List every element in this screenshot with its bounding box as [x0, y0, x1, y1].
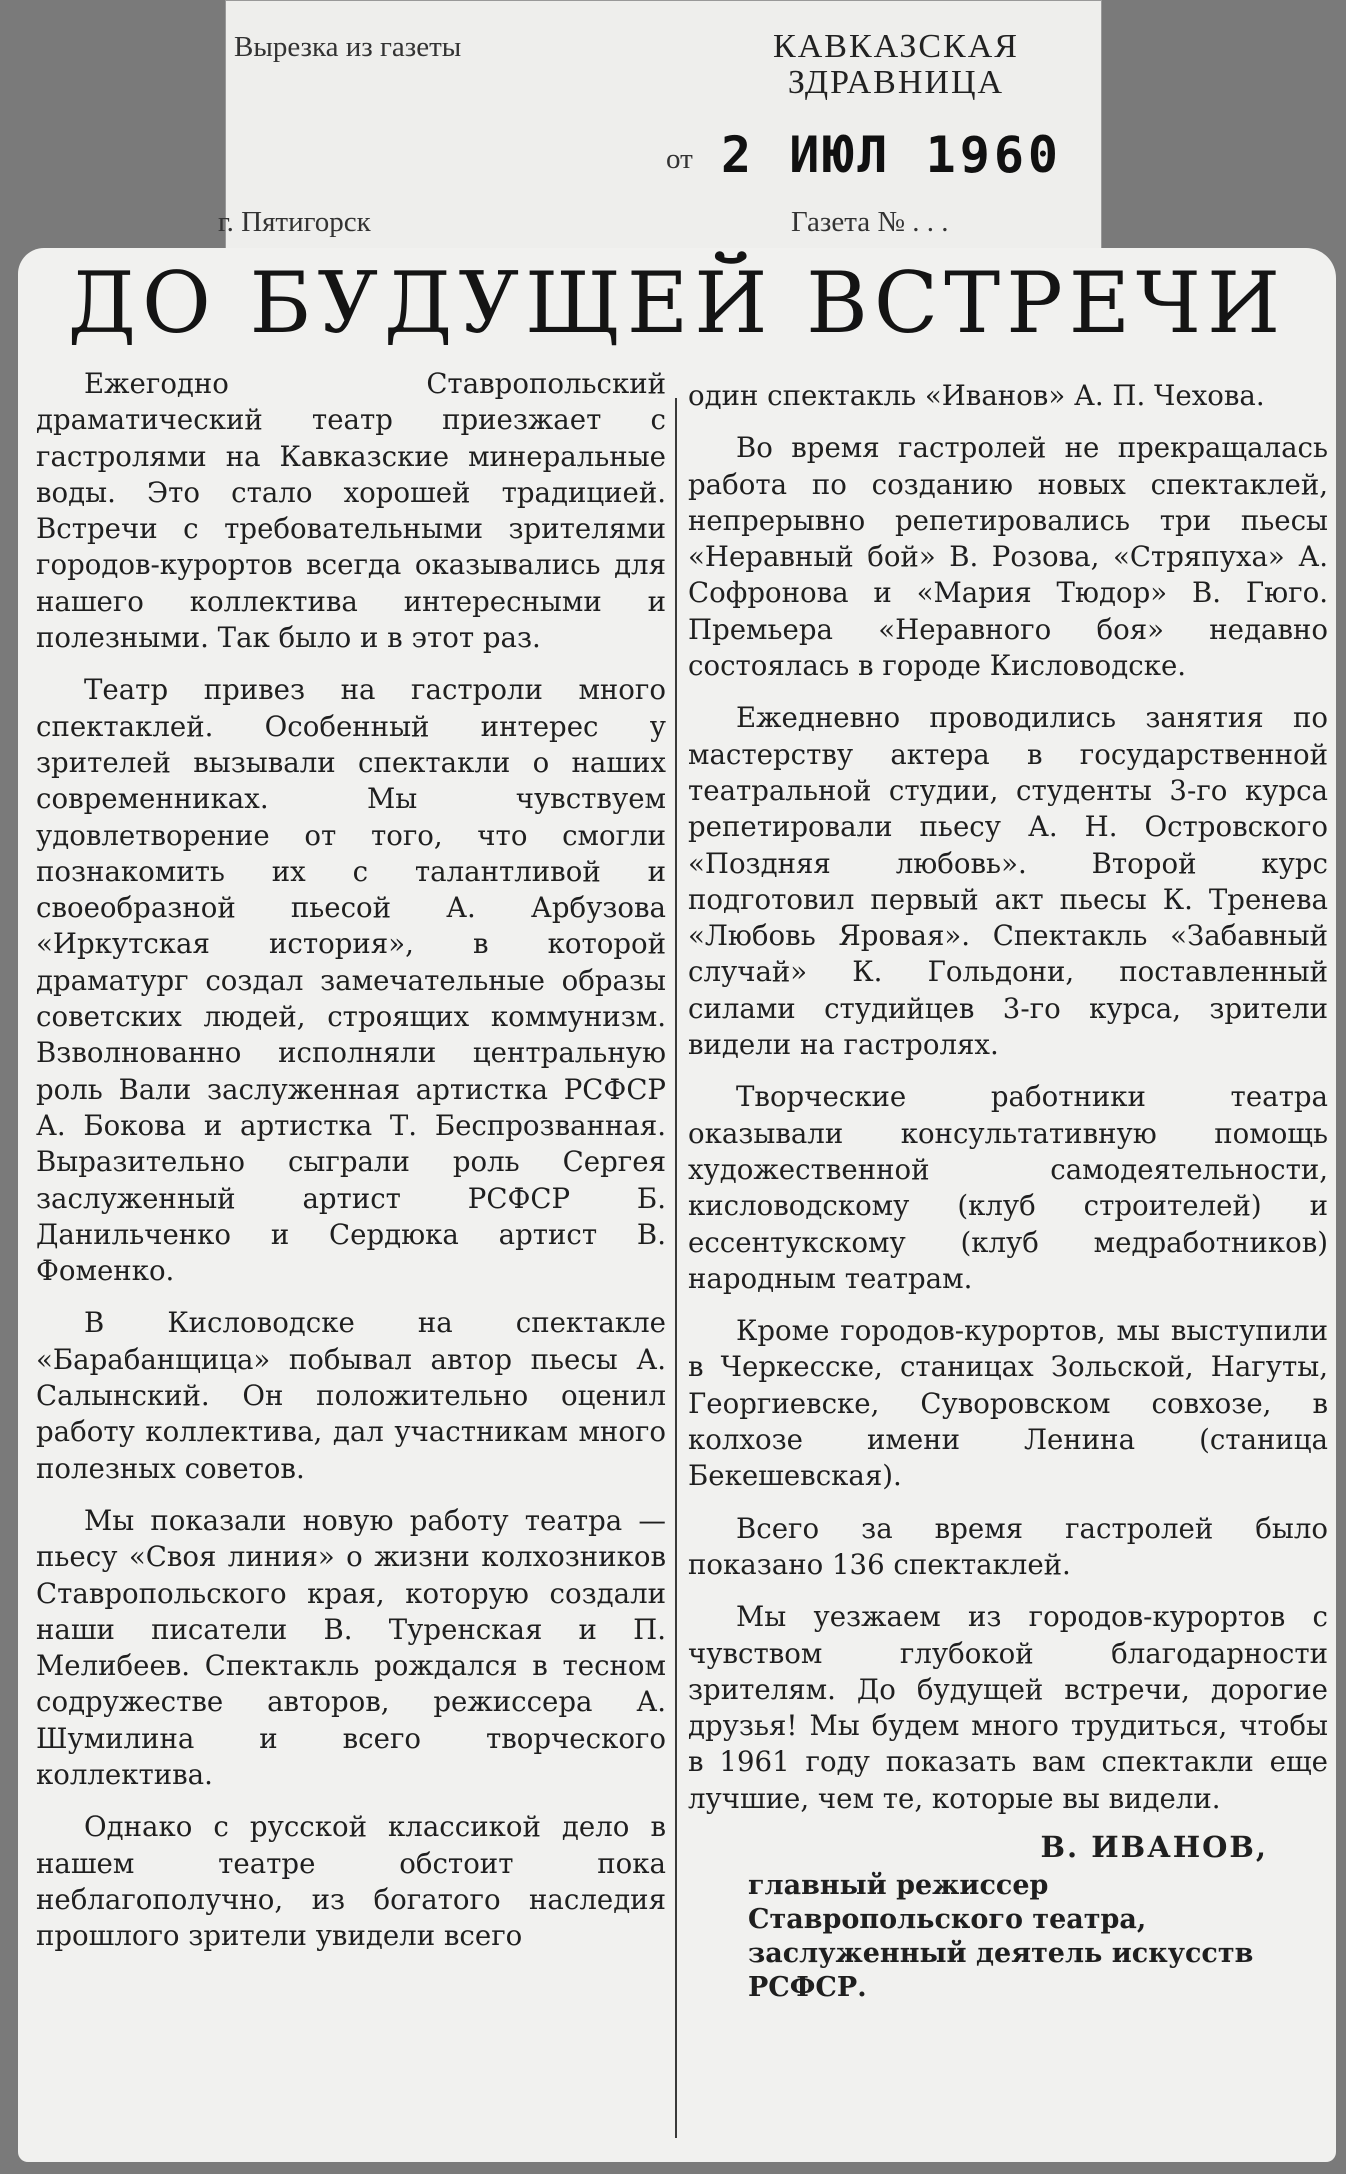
left-column [36, 366, 666, 1954]
newspaper-name [746, 29, 1046, 101]
signature-name: В. ИВАНОВ, [1040, 1829, 1268, 1864]
newspaper-clipping [18, 248, 1336, 2162]
column-divider [675, 398, 677, 2138]
paragraph: В Кисловодске на спектакле «Барабанщица» побывал автор пьесы А. Салынский. Он положительно оценил работу коллектива, дал участникам много полезных советов. [36, 1306, 666, 1485]
newspaper-name-line2: ЗДРАВНИЦА [787, 64, 1005, 101]
paragraph: Ежегодно Ставропольский драматический театр приезжает с гастролями на Кавказские минеральные воды. Это стало хорошей традицией. Встречи с требовательными зрителями городов-курортов всегда оказывались для нашего коллектива интересными и полезными. Так было и в этот раз. [36, 367, 666, 655]
issue-label: Газета № . . . [791, 206, 949, 238]
paragraph: Театр привез на гастроли много спектаклей. Особенный интерес у зрителей вызывали спектакли о наших современниках. Мы чувствуем удовлетворение от того, что смогли познакомить их с талантливой и своеобразной пьесой А. Арбузова «Иркутская история», в которой драматург создал замечательные образы советских людей, строящих коммунизм. Взволнованно исполняли центральную роль Вали заслуженная артистка РСФСР А. Бокова и артистка Т. Беспрозванная. Выразительно сыграли роль Сергея заслуженный артист РСФСР Б. Данильченко и Сердюка артист В. Фоменко. [36, 673, 666, 1288]
date-stamp: 2 ИЮЛ 1960 [721, 126, 1063, 184]
paragraph: Ежедневно проводились занятия по мастерству актера в государственной театральной студии, студенты 3-го курса репетировали пьесу А. Н. Островского «Поздняя любовь». Второй курс подготовил первый акт пьесы К. Тренева «Любовь Яровая». Спектакль «Забавный случай» К. Гольдони, поставленный силами студийцев 3-го курса, зрители видели на гастролях. [688, 701, 1328, 1062]
city-label: г. Пятигорск [218, 206, 371, 238]
cutting-label: Вырезка из газеты [234, 31, 462, 63]
right-column [688, 378, 1328, 2005]
signature-title: главный режиссер Ставропольского театра, заслуженный деятель искусств РСФСР. [748, 1870, 1254, 2004]
paragraph: Мы уезжаем из городов-курортов с чувством глубокой благодарности зрителям. До будущей встречи, дорогие друзья! Мы будем много трудиться, чтобы в 1961 году показать вам спектакли еще лучшие, чем те, которые вы видели. [688, 1600, 1328, 1815]
paragraph: Мы показали новую работу театра — пьесу «Своя линия» о жизни колхозников Ставропольского края, которую создали наши писатели В. Туренская и П. Мелибеев. Спектакль рождался в тесном содружестве авторов, режиссера А. Шумилина и всего творческого коллектива. [36, 1503, 666, 1791]
date-prefix: от [666, 143, 693, 175]
newspaper-name-line1: КАВКАЗСКАЯ [773, 28, 1019, 65]
article-headline: ДО БУДУЩЕЙ ВСТРЕЧИ [67, 254, 1287, 352]
paragraph: один спектакль «Иванов» А. П. Чехова. [688, 379, 1265, 412]
paragraph: Во время гастролей не прекращалась работа по созданию новых спектаклей, непрерывно репетировались три пьесы «Неравный бой» В. Розова, «Стряпуха» А. Софронова и «Мария Тюдор» В. Гюго. Премьера «Неравного боя» недавно состоялась в городе Кисловодске. [688, 431, 1328, 683]
clipping-card [218, 0, 1102, 265]
paragraph: Творческие работники театра оказывали консультативную помощь художественной самодеятельности, кисловодскому (клуб строителей) и ессентукскому (клуб медработников) народным театрам. [688, 1080, 1328, 1295]
paragraph: Кроме городов-курортов, мы выступили в Черкесске, станицах Зольской, Нагуты, Георгиевске, Суворовском совхозе, в колхозе имени Ленина (станица Бекешевская). [688, 1314, 1328, 1493]
paragraph: Однако с русской классикой дело в нашем театре обстоит пока неблагополучно, из богатого наследия прошлого зрители увидели всего [36, 1810, 666, 1953]
paragraph: Всего за время гастролей было показано 136 спектаклей. [688, 1511, 1328, 1581]
